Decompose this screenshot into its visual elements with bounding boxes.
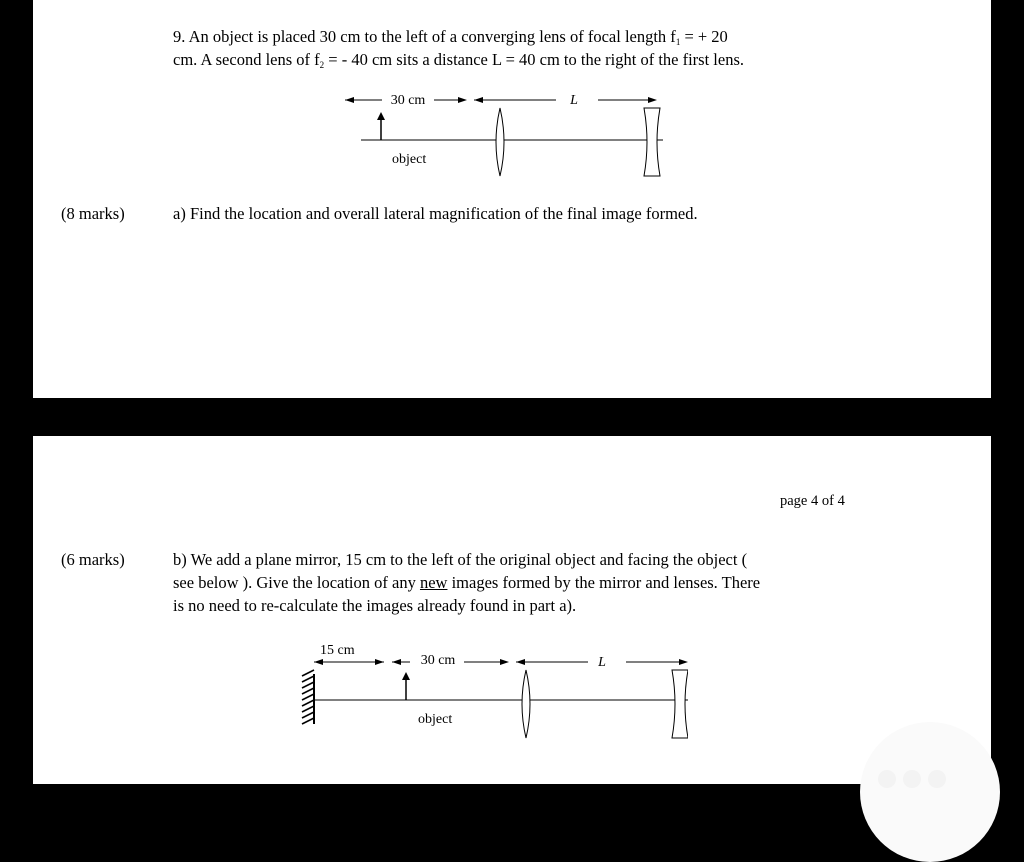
distance-label-L: L	[570, 93, 578, 108]
overlay-dot	[878, 770, 896, 788]
arrowhead-left	[345, 97, 354, 103]
converging-lens	[522, 670, 530, 738]
diverging-lens	[672, 670, 688, 738]
diverging-lens	[644, 108, 660, 176]
emphasis-new: new	[419, 573, 448, 592]
overlay-dot	[903, 770, 921, 788]
part-b-line-2: see below ). Give the location of any new images formed by the mirror and lenses. There	[173, 573, 761, 592]
part-a-marks: (8 marks)	[61, 204, 125, 223]
arrowhead-right	[458, 97, 467, 103]
plane-mirror	[302, 670, 314, 724]
distance-label-30cm: 30 cm	[390, 93, 426, 108]
page-bottom	[33, 436, 991, 784]
distance-label-15cm: 15 cm	[320, 643, 355, 658]
part-b-line-3: is no need to re-calculate the images already found in part a).	[173, 596, 577, 615]
part-a-text: a) Find the location and overall lateral magnification of the final image formed.	[173, 204, 698, 223]
distance-label-30cm: 30 cm	[420, 653, 456, 668]
part-b-marks: (6 marks)	[61, 550, 125, 569]
question-line-1: 9. An object is placed 30 cm to the left of a converging lens of focal length $f_1$ = + 20	[173, 27, 728, 47]
distance-label-L: L	[598, 655, 606, 670]
question-line-2: cm. A second lens of $f_2$ = - 40 cm sits a distance L = 40 cm to the right of the first lens.	[173, 50, 745, 70]
object-label: object	[418, 712, 453, 727]
page-top	[33, 0, 991, 398]
object-arrowhead	[402, 672, 410, 680]
question-number: 9.	[173, 27, 186, 46]
lens-diagram-2	[288, 636, 688, 740]
object-label: object	[392, 152, 427, 167]
converging-lens	[496, 108, 504, 176]
lens-diagram-1	[318, 86, 663, 178]
page-number: page 4 of 4	[780, 493, 845, 509]
overlay-dot	[928, 770, 946, 788]
object-arrowhead	[377, 112, 385, 120]
overlay-shadow	[860, 722, 1000, 862]
part-b-line-1: b) We add a plane mirror, 15 cm to the left of the original object and facing the object (	[173, 550, 748, 569]
